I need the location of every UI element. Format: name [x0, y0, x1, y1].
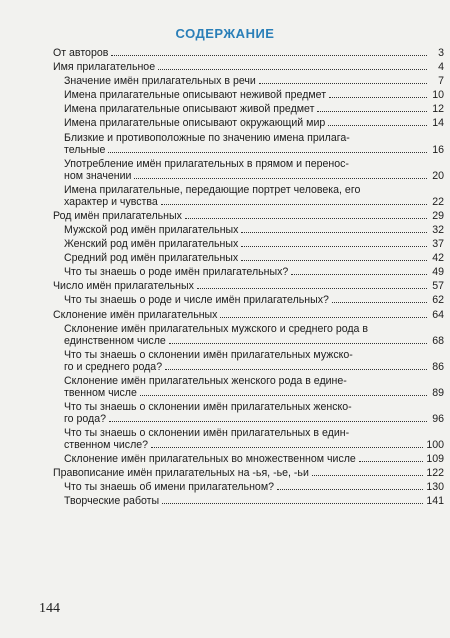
toc-entry-page: 4 — [438, 61, 444, 74]
dot-leader — [312, 475, 423, 476]
toc-entry-title: Склонение имён прилагательных во множественном числе — [64, 453, 356, 466]
toc-entry-title: Творческие работы — [64, 495, 160, 508]
dot-leader — [241, 260, 427, 261]
toc-entry-title: Что ты знаешь об имени прилагательном? — [64, 481, 274, 494]
toc-entry-page: 100 — [426, 438, 444, 451]
toc-entry — [52, 75, 444, 87]
toc-entry-title: Что ты знаешь о роде и числе имён прилагательных? — [64, 294, 329, 307]
toc-entry-title: Число имён прилагательных — [53, 280, 194, 293]
toc-entry-title-line: Что ты знаешь о склонении имён прилагательных в един- — [64, 426, 350, 439]
dot-leader — [241, 232, 427, 233]
toc-entry — [52, 280, 444, 292]
toc-entry-page: 86 — [432, 360, 444, 373]
toc-entry-page: 64 — [432, 308, 444, 321]
toc-entry-page: 20 — [432, 169, 444, 182]
dot-leader — [151, 447, 423, 448]
toc-entry-title-line: характер и чувства — [64, 195, 158, 208]
toc-entry-title-line: ственном числе? — [64, 438, 149, 451]
toc-entry-title-line: го и среднего рода? — [64, 360, 163, 373]
toc-entry-title-line: Склонение имён прилагательных мужского и среднего рода в — [64, 322, 369, 335]
toc-entry — [52, 467, 444, 479]
dot-leader — [108, 152, 427, 153]
table-of-contents — [52, 47, 444, 509]
toc-entry-page: 14 — [432, 117, 444, 130]
toc-entry — [52, 266, 444, 278]
toc-entry — [52, 238, 444, 250]
toc-entry-title: Имена прилагательные описывают окружающий мир — [64, 117, 326, 130]
toc-entry-title: Мужской род имён прилагательных — [64, 223, 239, 236]
toc-entry-title: Имя прилагательное — [53, 61, 156, 74]
toc-entry-title: От авторов — [53, 47, 109, 59]
dot-leader — [277, 489, 423, 490]
toc-entry-page: 32 — [432, 223, 444, 236]
toc-entry — [52, 252, 444, 264]
toc-entry — [52, 349, 444, 373]
toc-entry — [52, 184, 444, 208]
toc-entry-page: 122 — [426, 467, 444, 480]
toc-entry — [52, 495, 444, 507]
dot-leader — [169, 343, 427, 344]
toc-entry — [52, 323, 444, 347]
dot-leader — [111, 55, 427, 56]
dot-leader — [332, 302, 427, 303]
toc-entry-page: 109 — [426, 453, 444, 466]
toc-entry-title-line: Употребление имён прилагательных в прямом и перенос- — [64, 157, 349, 170]
toc-entry-page: 7 — [438, 75, 444, 88]
toc-entry-page: 57 — [432, 280, 444, 293]
toc-entry-title: Имена прилагательные описывают неживой предмет — [64, 89, 327, 102]
toc-entry-title: Склонение имён прилагательных — [53, 308, 218, 321]
toc-entry-page: 12 — [432, 103, 444, 116]
dot-leader — [241, 246, 427, 247]
toc-entry — [52, 294, 444, 306]
toc-entry-title-line: Имена прилагательные, передающие портрет человека, его — [64, 183, 361, 196]
toc-entry-page: 29 — [432, 209, 444, 222]
toc-entry — [52, 427, 444, 451]
toc-entry-title: Имена прилагательные описывают живой предмет — [64, 103, 315, 116]
toc-entry — [52, 158, 444, 182]
toc-entry-page: 141 — [426, 495, 444, 508]
toc-entry-title: Род имён прилагательных — [53, 209, 182, 222]
dot-leader — [317, 111, 427, 112]
dot-leader — [197, 288, 427, 289]
toc-entry — [52, 117, 444, 129]
toc-entry — [52, 132, 444, 156]
toc-entry-title-line: ном значении — [64, 169, 132, 182]
dot-leader — [328, 125, 427, 126]
page-number: 144 — [39, 601, 60, 616]
dot-leader — [185, 218, 427, 219]
toc-entry-title: Что ты знаешь о роде имён прилагательных? — [64, 266, 289, 279]
dot-leader — [161, 204, 427, 205]
toc-entry-page: 130 — [426, 481, 444, 494]
toc-entry — [52, 224, 444, 236]
toc-entry-title: Средний род имён прилагательных — [64, 252, 239, 265]
toc-entry — [52, 103, 444, 115]
dot-leader — [162, 503, 423, 504]
toc-entry — [52, 210, 444, 222]
toc-entry — [52, 47, 444, 59]
toc-entry-title-line: Что ты знаешь о склонении имён прилагательных мужско- — [64, 348, 353, 361]
toc-entry-title-line: Склонение имён прилагательных женского рода в едине- — [64, 374, 347, 387]
dot-leader — [220, 317, 427, 318]
dot-leader — [291, 274, 427, 275]
toc-entry — [52, 453, 444, 465]
dot-leader — [134, 178, 427, 179]
toc-entry-title-line: тельные — [64, 143, 106, 156]
dot-leader — [259, 83, 427, 84]
dot-leader — [109, 421, 427, 422]
toc-entry-title-line: Что ты знаешь о склонении имён прилагательных женско- — [64, 400, 352, 413]
toc-entry — [52, 89, 444, 101]
toc-entry-page: 22 — [432, 195, 444, 208]
toc-entry-title: Значение имён прилагательных в речи — [64, 75, 256, 88]
dot-leader — [329, 97, 427, 98]
toc-entry-title-line: Близкие и противоположные по значению имена прилага- — [64, 131, 350, 144]
toc-entry-page: 62 — [432, 294, 444, 307]
dot-leader — [359, 461, 423, 462]
toc-entry — [52, 401, 444, 425]
toc-entry-title-line: твенном числе — [64, 386, 137, 399]
toc-entry — [52, 309, 444, 321]
page-title: СОДЕРЖАНИЕ — [175, 26, 275, 41]
toc-entry-title: Правописание имён прилагательных на -ья, -ье, -ьи — [53, 467, 309, 480]
toc-entry-page: 16 — [432, 143, 444, 156]
toc-entry-page: 49 — [432, 266, 444, 279]
toc-entry-page: 68 — [432, 334, 444, 347]
toc-entry-page: 96 — [432, 412, 444, 425]
toc-entry-page: 42 — [432, 252, 444, 265]
toc-entry-page: 3 — [438, 47, 444, 59]
toc-entry — [52, 61, 444, 73]
toc-entry-page: 10 — [432, 89, 444, 102]
dot-leader — [165, 369, 427, 370]
toc-entry-page: 89 — [432, 386, 444, 399]
toc-entry — [52, 375, 444, 399]
dot-leader — [158, 69, 427, 70]
toc-entry-title: Женский род имён прилагательных — [64, 238, 239, 251]
dot-leader — [140, 395, 427, 396]
toc-entry-title-line: го рода? — [64, 412, 106, 425]
toc-entry-title-line: единственном числе — [64, 334, 166, 347]
toc-entry — [52, 481, 444, 493]
toc-entry-page: 37 — [432, 238, 444, 251]
